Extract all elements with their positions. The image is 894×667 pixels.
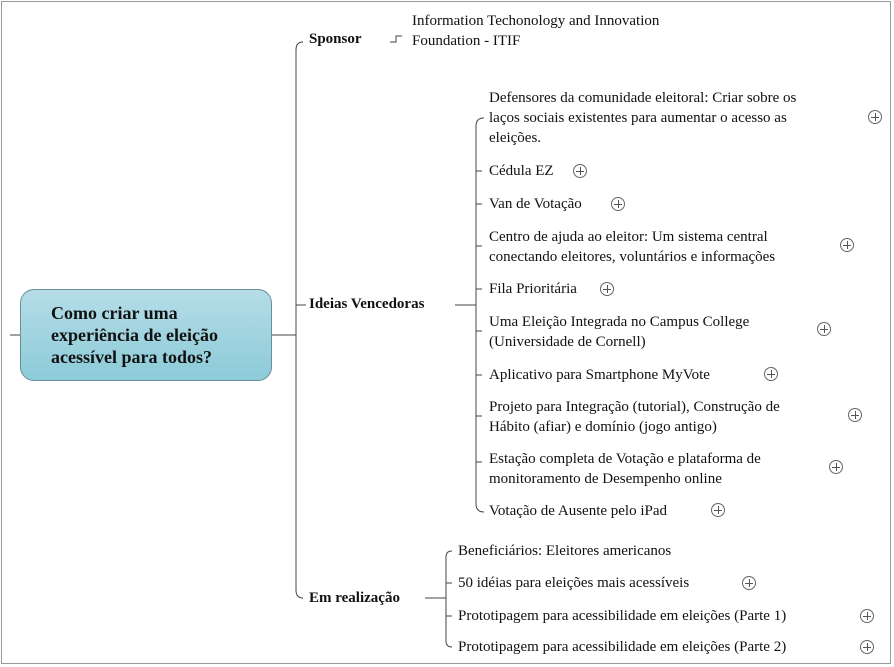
sponsor-item-line: Information Techonology and Innovation [412, 13, 660, 29]
ideia-item-line: laços sociais existentes para aumentar o acesso as [489, 110, 787, 126]
ideia-item-line: Votação de Ausente pelo iPad [489, 503, 668, 519]
realizacao-item-line: Prototipagem para acessibilidade em eleições (Parte 1) [458, 608, 787, 624]
ideia-item[interactable] [489, 279, 577, 299]
ideia-item[interactable] [489, 365, 710, 385]
ideia-item-line: eleições. [489, 130, 542, 146]
expand-plus-icon[interactable] [840, 238, 854, 252]
ideia-item[interactable] [489, 397, 780, 437]
expand-plus-icon[interactable] [848, 408, 862, 422]
ideia-item-line: (Universidade de Cornell) [489, 334, 646, 350]
ideia-item[interactable] [489, 501, 667, 521]
ideia-item-line: Centro de ajuda ao eleitor: Um sistema central [489, 229, 768, 245]
expand-plus-icon[interactable] [860, 609, 874, 623]
root-topic-line: acessível para todos? [51, 347, 212, 367]
expand-plus-icon[interactable] [764, 367, 778, 381]
realizacao-item-line: 50 idéias para eleições mais acessíveis [458, 575, 690, 591]
ideia-item-line: Van de Votação [489, 196, 582, 212]
branch-ideias-vencedoras[interactable]: Ideias Vencedoras [309, 296, 425, 312]
ideia-item[interactable] [489, 88, 796, 148]
ideia-item-line: conectando eleitores, voluntários e informações [489, 249, 776, 265]
realizacao-item-line: Prototipagem para acessibilidade em eleições (Parte 2) [458, 639, 787, 655]
ideia-item-line: Estação completa de Votação e plataforma de [489, 451, 761, 467]
ideia-item[interactable] [489, 449, 761, 489]
realizacao-item[interactable] [458, 541, 671, 561]
ideia-item[interactable] [489, 161, 554, 181]
expand-plus-icon[interactable] [600, 282, 614, 296]
connector-realizacao-vertical [446, 551, 452, 647]
realizacao-item[interactable] [458, 573, 689, 593]
expand-plus-icon[interactable] [611, 197, 625, 211]
branch-em-realizacao[interactable]: Em realização [309, 590, 400, 606]
ideia-item-line: Cédula EZ [489, 163, 554, 179]
ideia-item-line: Defensores da comunidade eleitoral: Criar sobre os [489, 90, 797, 106]
connector-ideias-vertical [476, 118, 484, 512]
sponsor-item[interactable] [412, 11, 659, 51]
ideia-item[interactable] [489, 312, 749, 352]
realizacao-item[interactable] [458, 637, 786, 657]
root-topic-line: experiência de eleição [51, 325, 218, 345]
expand-plus-icon[interactable] [868, 110, 882, 124]
ideia-item[interactable] [489, 194, 582, 214]
expand-plus-icon[interactable] [817, 322, 831, 336]
root-topic[interactable] [20, 289, 272, 381]
ideia-item-line: Hábito (afiar) e domínio (jogo antigo) [489, 419, 717, 435]
ideia-item-line: Projeto para Integração (tutorial), Construção de [489, 399, 780, 415]
realizacao-item[interactable] [458, 606, 786, 626]
expand-plus-icon[interactable] [829, 460, 843, 474]
expand-plus-icon[interactable] [573, 164, 587, 178]
ideia-item-line: Fila Prioritária [489, 281, 577, 297]
ideia-item-line: Uma Eleição Integrada no Campus College [489, 314, 750, 330]
connector-sponsor-leaf [390, 36, 402, 42]
ideia-item[interactable] [489, 227, 775, 267]
expand-plus-icon[interactable] [742, 576, 756, 590]
sponsor-item-line: Foundation - ITIF [412, 33, 521, 49]
expand-plus-icon[interactable] [860, 640, 874, 654]
connector-realizacao-ticks [446, 583, 452, 616]
connector-trunk-vertical [296, 42, 303, 598]
ideia-item-line: monitoramento de Desempenho online [489, 471, 722, 487]
ideia-item-line: Aplicativo para Smartphone MyVote [489, 367, 710, 383]
expand-plus-icon[interactable] [711, 503, 725, 517]
realizacao-item-line: Beneficiários: Eleitores americanos [458, 543, 672, 559]
connector-ideias-ticks [476, 171, 482, 462]
root-topic-line: Como criar uma [51, 303, 178, 323]
branch-sponsor[interactable]: Sponsor [309, 31, 362, 47]
